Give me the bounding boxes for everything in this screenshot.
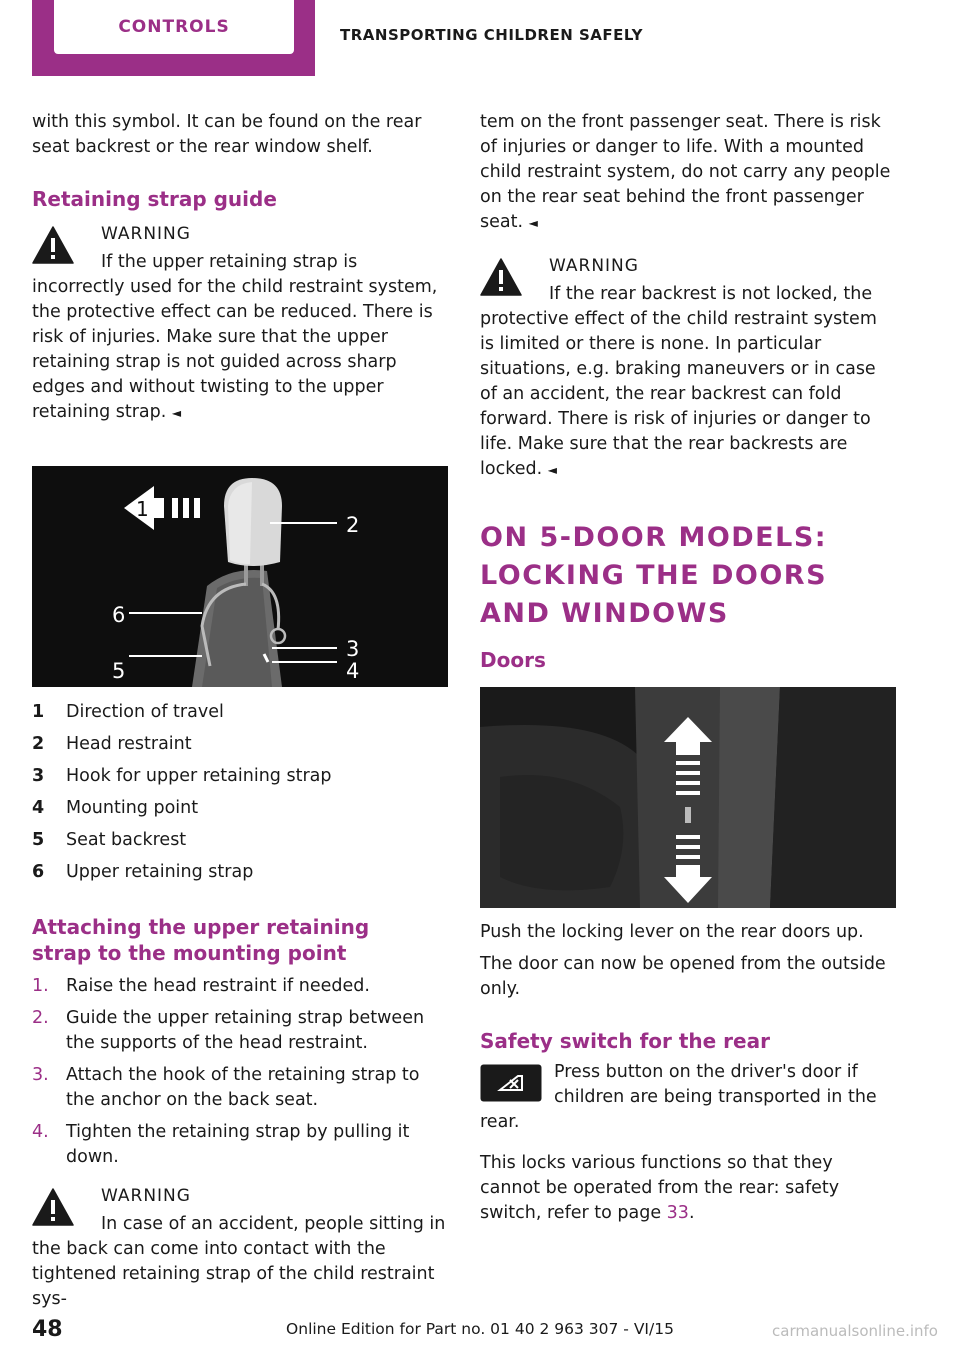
door-figure — [480, 687, 896, 908]
legend-item: 4 Mounting point — [32, 798, 199, 818]
legend-item: 1 Direction of travel — [32, 702, 224, 722]
page-link[interactable]: 33 — [666, 1203, 689, 1223]
door-open-text: The door can now be opened from the outside only. — [480, 954, 886, 999]
warning-text: In case of an accident, people sitting in the back can come into contact with the tightened retaining strap of the child restraint sys- — [32, 1214, 446, 1309]
safety-switch-block — [480, 1060, 896, 1135]
locks-functions-text: This locks various functions so that they cannot be operated from the rear: safety switch, refer to page 33. — [480, 1153, 840, 1223]
push-lever-text: Push the locking lever on the rear doors up. — [480, 922, 864, 942]
legend-item: 6 Upper retaining strap — [32, 862, 254, 882]
heading-attaching-strap: Attaching the upper retaining strap to the mounting point — [32, 915, 370, 965]
legend-item: 3 Hook for upper retaining strap — [32, 766, 332, 786]
end-mark: ◄ — [547, 463, 557, 477]
heading-doors: Doors — [480, 648, 546, 672]
warning-text: If the upper retaining strap is incorrectly used for the child restraint system, the protective effect can be reduced. There is risk of injuries. Make sure that the upper retaining strap is not guided across sharp edges and without twisting to the upper retaining strap. ◄ — [32, 252, 438, 422]
heading-retaining-strap-guide: Retaining strap guide — [32, 187, 277, 211]
chapter-tab — [32, 0, 315, 76]
step-item: 2. Guide the upper retaining strap between the supports of the head restraint. — [32, 1008, 425, 1053]
warning-text: If the rear backrest is not locked, the protective effect of the child restraint system is limited or there is none. In particular situations, e.g. braking maneuvers or in case of an accident, the rear backrest can fold forward. There is risk of injuries or danger to life. Make sure that the rear backrests are locked. ◄ — [480, 284, 877, 479]
legend-item: 2 Head restraint — [32, 734, 192, 754]
figure-label-5: 5 — [112, 659, 126, 683]
figure-legend — [32, 696, 448, 888]
chapter-tab-label-box — [54, 0, 294, 54]
warning-triangle-icon — [480, 258, 522, 296]
step-item: 4. Tighten the retaining strap by pulling it down. — [32, 1122, 410, 1167]
chapter-tab-label: CONTROLS — [118, 17, 230, 37]
end-mark: ◄ — [528, 216, 538, 230]
steps-list — [32, 974, 448, 1170]
warning-accident — [32, 1184, 448, 1312]
section-title: TRANSPORTING CHILDREN SAFELY — [340, 26, 643, 44]
figure-label-2: 2 — [346, 513, 360, 537]
door-lock-illustration — [480, 687, 896, 908]
warning-title: WARNING — [101, 224, 191, 244]
step-item: 1. Raise the head restraint if needed. — [32, 976, 370, 996]
heading-safety-switch: Safety switch for the rear — [480, 1029, 770, 1053]
heading-5door-locking: ON 5-DOOR MODELS: LOCKING THE DOORS AND WINDOWS — [480, 522, 828, 629]
warning-triangle-icon — [32, 226, 74, 264]
page-number: 48 — [32, 1317, 63, 1342]
safety-switch-text: Press button on the driver's door if children are being transported in the rear. — [480, 1062, 877, 1132]
end-mark: ◄ — [171, 406, 182, 420]
right-column — [480, 110, 896, 1226]
edition-footer: Online Edition for Part no. 01 40 2 963 307 - VI/15 — [286, 1320, 674, 1338]
intro-text: with this symbol. It can be found on the rear seat backrest or the rear window shelf. — [32, 112, 422, 157]
figure-label-1: 1 — [136, 497, 149, 521]
figure-label-4: 4 — [346, 659, 360, 683]
warning-triangle-icon — [32, 1188, 74, 1226]
warning-title: WARNING — [101, 1186, 191, 1206]
strap-illustration — [32, 466, 448, 687]
left-column — [32, 110, 448, 1312]
legend-item: 5 Seat backrest — [32, 830, 187, 850]
continued-text: tem on the front passenger seat. There is risk of injuries or danger to life. With a mounted child restraint system, do not carry any people on the rear seat behind the front passenger seat. ◄ — [480, 112, 891, 232]
safety-switch-icon — [480, 1064, 542, 1102]
figure-label-3: 3 — [346, 637, 360, 661]
figure-label-6: 6 — [112, 603, 126, 627]
warning-title: WARNING — [549, 256, 639, 276]
step-item: 3. Attach the hook of the retaining strap to the anchor on the back seat. — [32, 1065, 420, 1110]
strap-figure — [32, 466, 448, 687]
warning-backrest — [480, 254, 896, 483]
watermark: carmanualsonline.info — [772, 1322, 938, 1340]
warning-strap-guide — [32, 222, 448, 426]
